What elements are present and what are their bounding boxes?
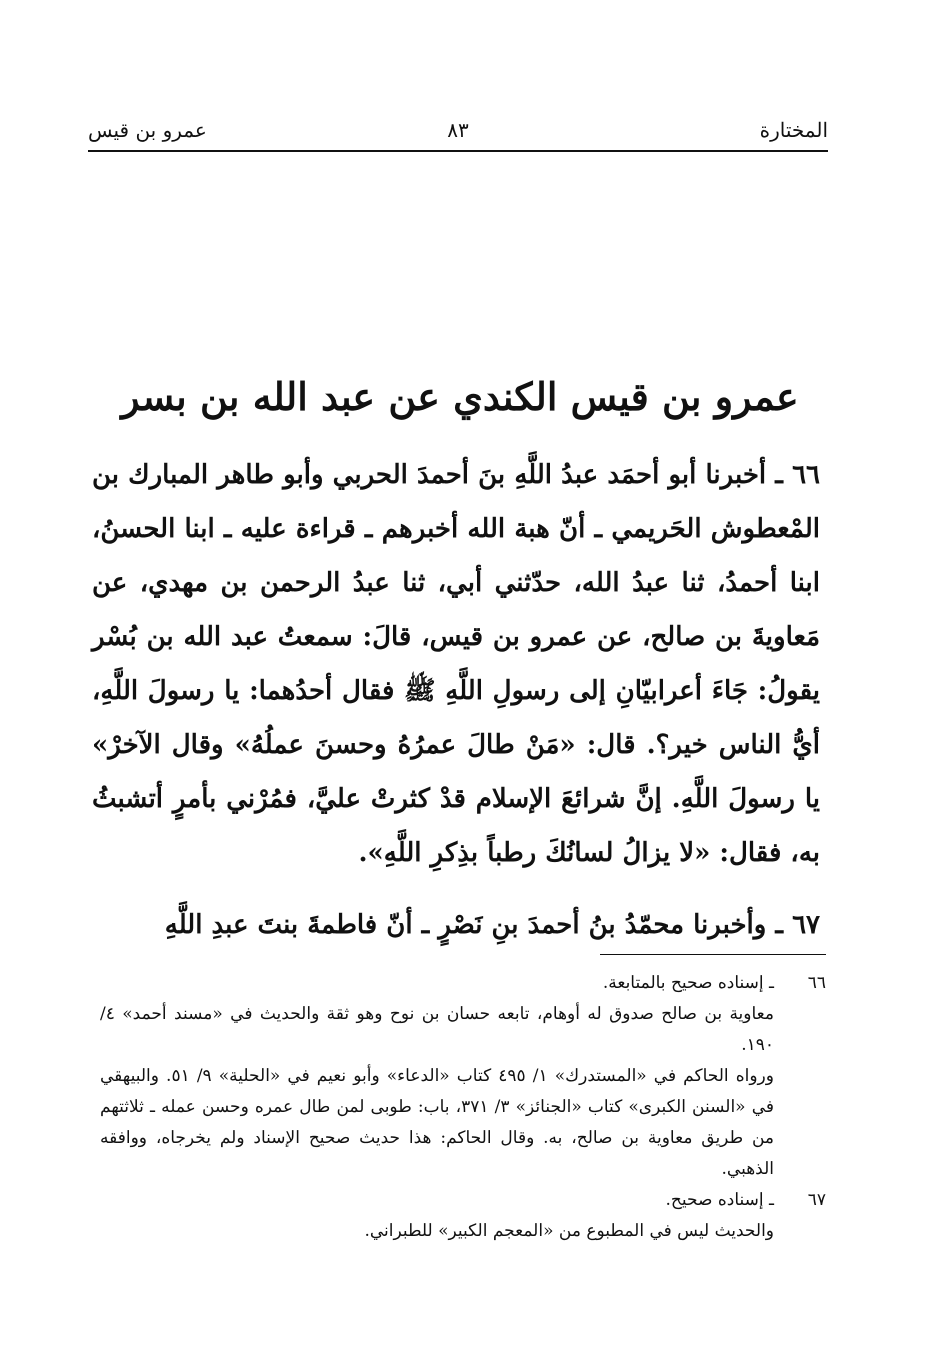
header-rule (88, 150, 828, 152)
footnote-66 (100, 968, 826, 1185)
hadith-66: ٦٦ ـ أخبرنا أبو أحمَد عبدُ اللَّهِ بنَ أحمدَ الحربي وأبو طاهر المبارك بن المْعطوش الحَريمي ـ أنّ هبة الله أخبرهم ـ قراءة عليه ـ ابنا الحسنُ، ابنا أحمدُ، ثنا عبدُ الله، حدّثني أبي، ثنا عبدُ الرحمن بن مهدي، عن مَعاويةَ بن صالح، عن عمرو بن قيس، قالَ: سمعتُ عبد الله بن بُسْر يقولُ: جَاءَ أعرابيّانِ إلى رسولِ اللَّهِ ﷺ فقال أحدُهما: يا رسولَ اللَّهِ، أيُّ الناس خير؟. قال: «مَنْ طالَ عمرُهُ وحسنَ عملُهُ» وقال الآخرْ» يا رسولَ اللَّهِ. إنَّ شرائعَ الإسلام قدْ كثرتْ عليَّ، فمُرْني بأمرٍ أتشبثُ به، فقال: «لا يزالُ لسانُكَ رطباً بذِكرِ اللَّهِ». (92, 460, 820, 868)
running-header (88, 118, 828, 154)
footnote-67 (100, 1185, 826, 1247)
footnote-line: ـ إسناده صحيح. (665, 1190, 774, 1210)
section-title: عمرو بن قيس (88, 118, 207, 142)
footnote-line: معاوية بن صالح صدوق له أوهام، تابعه حسان بن نوح وهو ثقة والحديث في «مسند أحمد» ٤/ ١٩٠. (100, 1004, 774, 1055)
footnote-line: والحديث ليس في المطبوع من «المعجم الكبير» للطبراني. (364, 1221, 774, 1241)
book-title: المختارة (759, 118, 828, 142)
footnote-number: ٦٧ (807, 1190, 826, 1210)
page-number: ٨٣ (447, 118, 469, 142)
chapter-title: عمرو بن قيس الكندي عن عبد الله بن بسر (121, 374, 799, 419)
footnote-number: ٦٦ (807, 973, 826, 993)
footnotes (100, 968, 826, 1247)
hadith-67: ٦٧ ـ وأخبرنا محمّدُ بنُ أحمدَ بنِ نَصْرٍ ـ أنّ فاطمةَ بنتَ عبدِ اللَّهِ (164, 910, 820, 940)
footnote-line: ـ إسناده صحيح بالمتابعة. (602, 973, 774, 993)
footnote-rule (600, 954, 826, 955)
footnote-line: ورواه الحاكم في «المستدرك» ١/ ٤٩٥ كتاب «الدعاء» وأبو نعيم في «الحلية» ٩/ ٥١. والبيهقي في «السنن الكبرى» كتاب «الجنائز» ٣/ ٣٧١، باب: طوبى لمن طال عمره وحسن عمله ـ ثلاثتهم من طريق معاوية بن صالح، به. وقال الحاكم: هذا حديث صحيح الإسناد ولم يخرجاه، ووافقه الذهبي. (100, 1066, 774, 1179)
main-text (92, 448, 820, 952)
